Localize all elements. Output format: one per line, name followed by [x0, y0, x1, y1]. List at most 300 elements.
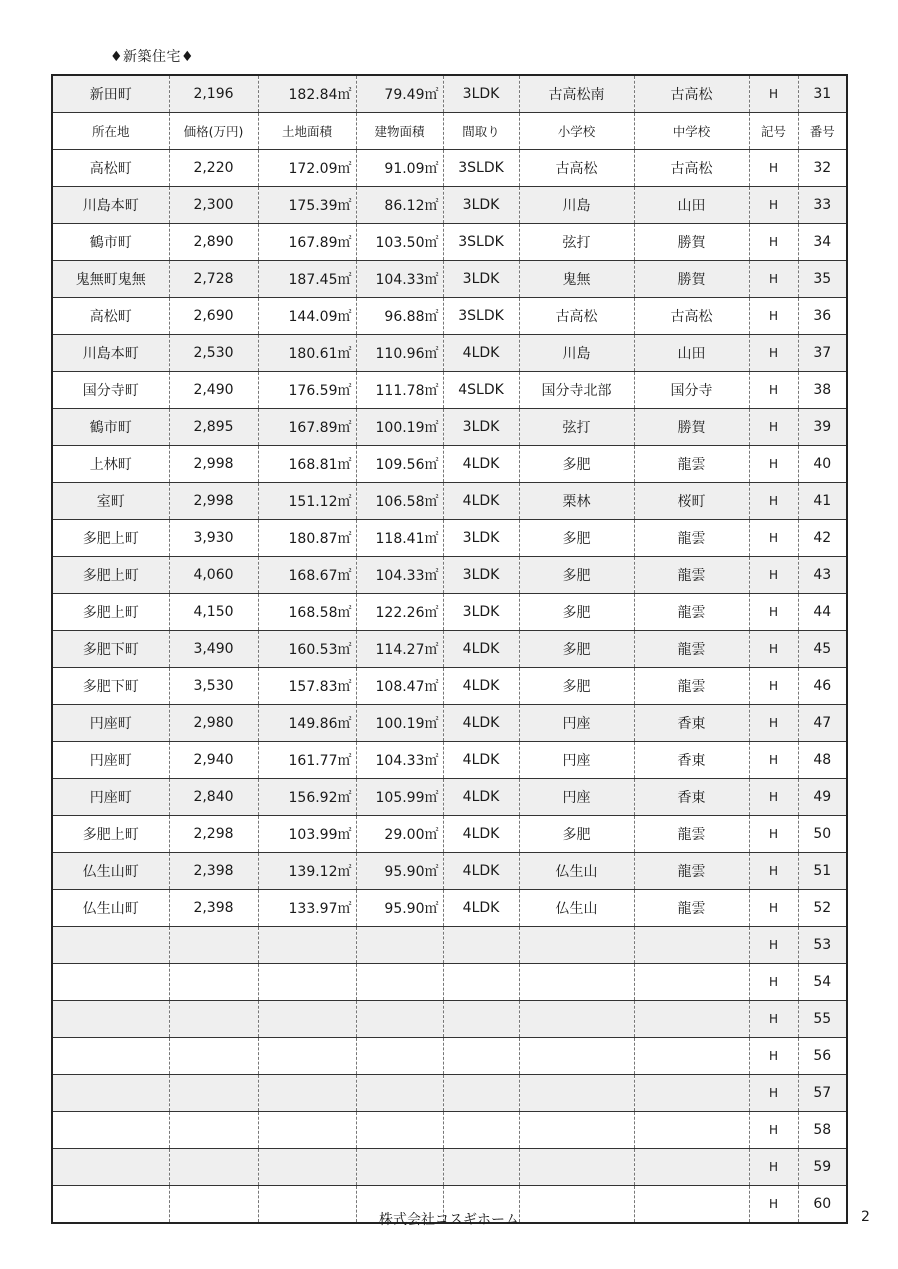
cell-code: H [749, 594, 798, 631]
cell-price: 2,840 [169, 779, 258, 816]
cell-code: H [749, 150, 798, 187]
cell-price [169, 1038, 258, 1075]
cell-layout: 4LDK [443, 335, 519, 372]
cell-elementary-school [519, 927, 634, 964]
cell-elementary-school: 国分寺北部 [519, 372, 634, 409]
cell-price: 2,998 [169, 483, 258, 520]
table-row [52, 1075, 847, 1112]
cell-code: H [749, 1112, 798, 1149]
cell-land-area: 133.97㎡ [258, 890, 356, 927]
cell-building-area [356, 1112, 443, 1149]
cell-location: 多肥上町 [52, 520, 169, 557]
cell-elementary-school [519, 1038, 634, 1075]
cell-number: 36 [798, 298, 847, 335]
cell-number: 48 [798, 742, 847, 779]
cell-code: H [749, 187, 798, 224]
cell-number: 51 [798, 853, 847, 890]
cell-price [169, 1075, 258, 1112]
cell-building-area: 118.41㎡ [356, 520, 443, 557]
cell-location [52, 927, 169, 964]
cell-junior-high-school [634, 964, 749, 1001]
cell-layout [443, 1149, 519, 1186]
cell-price: 2,298 [169, 816, 258, 853]
cell-elementary-school: 鬼無 [519, 261, 634, 298]
cell-price: 2,398 [169, 890, 258, 927]
cell-elementary-school [519, 1075, 634, 1112]
cell-land-area: 172.09㎡ [258, 150, 356, 187]
cell-layout: 3LDK [443, 409, 519, 446]
cell-land-area: 175.39㎡ [258, 187, 356, 224]
cell-elementary-school: 多肥 [519, 816, 634, 853]
cell-junior-high-school: 勝賀 [634, 224, 749, 261]
cell-location [52, 964, 169, 1001]
cell-price: 4,150 [169, 594, 258, 631]
cell-building-area [356, 1075, 443, 1112]
cell-price: 3,930 [169, 520, 258, 557]
cell-layout [443, 964, 519, 1001]
cell-elementary-school: 栗林 [519, 483, 634, 520]
cell-land-area: 149.86㎡ [258, 705, 356, 742]
table-row [52, 816, 847, 853]
cell-number: 49 [798, 779, 847, 816]
cell-code: H [749, 705, 798, 742]
cell-location: 上林町 [52, 446, 169, 483]
cell-code: H [749, 1001, 798, 1038]
cell-elementary-school [519, 1149, 634, 1186]
cell-building-area: 111.78㎡ [356, 372, 443, 409]
cell-elementary-school [519, 964, 634, 1001]
cell-land-area [258, 1149, 356, 1186]
cell-code: H [749, 483, 798, 520]
cell-land-area: 151.12㎡ [258, 483, 356, 520]
cell-land-area [258, 1075, 356, 1112]
header-number: 番号 [798, 113, 847, 150]
cell-location: 多肥上町 [52, 816, 169, 853]
cell-junior-high-school: 龍雲 [634, 520, 749, 557]
cell-location: 円座町 [52, 779, 169, 816]
cell-price: 4,060 [169, 557, 258, 594]
cell-land-area [258, 1038, 356, 1075]
cell-land-area: 180.87㎡ [258, 520, 356, 557]
cell-location [52, 1038, 169, 1075]
table-row [52, 705, 847, 742]
table-row [52, 668, 847, 705]
cell-layout: 3LDK [443, 594, 519, 631]
table-row [52, 890, 847, 927]
cell-location: 川島本町 [52, 187, 169, 224]
cell-junior-high-school: 桜町 [634, 483, 749, 520]
page-number: 2 [861, 1209, 870, 1225]
cell-price: 2,980 [169, 705, 258, 742]
cell-building-area: 103.50㎡ [356, 224, 443, 261]
cell-location: 高松町 [52, 150, 169, 187]
table-row [52, 409, 847, 446]
cell-location [52, 1075, 169, 1112]
cell-building-area: 108.47㎡ [356, 668, 443, 705]
cell-code: H [749, 631, 798, 668]
cell-junior-high-school: 香東 [634, 742, 749, 779]
table-row [52, 927, 847, 964]
cell-price: 2,690 [169, 298, 258, 335]
cell-elementary-school: 円座 [519, 705, 634, 742]
cell-location: 新田町 [52, 75, 169, 113]
cell-location: 鬼無町鬼無 [52, 261, 169, 298]
cell-junior-high-school: 香東 [634, 705, 749, 742]
cell-land-area [258, 1112, 356, 1149]
cell-code: H [749, 261, 798, 298]
cell-number: 59 [798, 1149, 847, 1186]
cell-junior-high-school [634, 1149, 749, 1186]
cell-code: H [749, 927, 798, 964]
cell-junior-high-school: 龍雲 [634, 594, 749, 631]
cell-price: 3,530 [169, 668, 258, 705]
table-row [52, 483, 847, 520]
cell-price: 2,490 [169, 372, 258, 409]
table-row [52, 520, 847, 557]
cell-building-area [356, 1038, 443, 1075]
cell-elementary-school: 古高松南 [519, 75, 634, 113]
cell-number: 32 [798, 150, 847, 187]
cell-land-area [258, 964, 356, 1001]
cell-junior-high-school: 山田 [634, 187, 749, 224]
cell-land-area: 168.81㎡ [258, 446, 356, 483]
cell-number: 47 [798, 705, 847, 742]
cell-elementary-school: 古高松 [519, 298, 634, 335]
cell-number: 50 [798, 816, 847, 853]
cell-number: 58 [798, 1112, 847, 1149]
cell-elementary-school [519, 1001, 634, 1038]
cell-building-area: 79.49㎡ [356, 75, 443, 113]
header-elementary-school: 小学校 [519, 113, 634, 150]
cell-elementary-school: 円座 [519, 742, 634, 779]
header-location: 所在地 [52, 113, 169, 150]
cell-price: 2,196 [169, 75, 258, 113]
cell-layout [443, 927, 519, 964]
cell-layout [443, 1001, 519, 1038]
cell-number: 44 [798, 594, 847, 631]
cell-code: H [749, 557, 798, 594]
cell-layout: 4LDK [443, 446, 519, 483]
cell-location: 多肥上町 [52, 557, 169, 594]
cell-layout: 4LDK [443, 705, 519, 742]
cell-price [169, 1112, 258, 1149]
cell-junior-high-school [634, 1038, 749, 1075]
cell-number: 38 [798, 372, 847, 409]
cell-junior-high-school: 龍雲 [634, 446, 749, 483]
cell-elementary-school: 仏生山 [519, 853, 634, 890]
cell-junior-high-school: 龍雲 [634, 668, 749, 705]
cell-price: 2,890 [169, 224, 258, 261]
cell-elementary-school: 多肥 [519, 668, 634, 705]
table-row [52, 372, 847, 409]
cell-code: H [749, 779, 798, 816]
cell-elementary-school: 川島 [519, 335, 634, 372]
cell-building-area: 104.33㎡ [356, 261, 443, 298]
cell-elementary-school: 弦打 [519, 409, 634, 446]
cell-number: 43 [798, 557, 847, 594]
cell-land-area [258, 1001, 356, 1038]
cell-number: 60 [798, 1186, 847, 1224]
cell-code: H [749, 224, 798, 261]
cell-land-area: 156.92㎡ [258, 779, 356, 816]
table-row [52, 742, 847, 779]
cell-code: H [749, 372, 798, 409]
cell-location: 仏生山町 [52, 853, 169, 890]
table-row [52, 594, 847, 631]
table-row [52, 557, 847, 594]
cell-number: 37 [798, 335, 847, 372]
property-table [51, 74, 848, 1224]
cell-junior-high-school [634, 1075, 749, 1112]
cell-junior-high-school: 香東 [634, 779, 749, 816]
cell-land-area: 157.83㎡ [258, 668, 356, 705]
cell-number: 34 [798, 224, 847, 261]
cell-land-area: 167.89㎡ [258, 409, 356, 446]
cell-building-area: 95.90㎡ [356, 890, 443, 927]
cell-land-area: 168.67㎡ [258, 557, 356, 594]
cell-land-area: 103.99㎡ [258, 816, 356, 853]
cell-price: 2,998 [169, 446, 258, 483]
table-row [52, 446, 847, 483]
cell-land-area: 167.89㎡ [258, 224, 356, 261]
cell-building-area: 104.33㎡ [356, 557, 443, 594]
cell-price [169, 964, 258, 1001]
cell-number: 55 [798, 1001, 847, 1038]
cell-land-area: 168.58㎡ [258, 594, 356, 631]
cell-building-area: 106.58㎡ [356, 483, 443, 520]
cell-number: 41 [798, 483, 847, 520]
cell-junior-high-school: 龍雲 [634, 631, 749, 668]
table-row [52, 1112, 847, 1149]
cell-land-area: 161.77㎡ [258, 742, 356, 779]
cell-price: 3,490 [169, 631, 258, 668]
cell-location: 多肥下町 [52, 631, 169, 668]
cell-code: H [749, 1186, 798, 1224]
cell-building-area: 104.33㎡ [356, 742, 443, 779]
table-row [52, 964, 847, 1001]
cell-price [169, 927, 258, 964]
cell-land-area [258, 927, 356, 964]
cell-elementary-school: 弦打 [519, 224, 634, 261]
cell-code: H [749, 668, 798, 705]
cell-elementary-school [519, 1112, 634, 1149]
cell-junior-high-school: 龍雲 [634, 853, 749, 890]
cell-building-area: 96.88㎡ [356, 298, 443, 335]
cell-building-area: 110.96㎡ [356, 335, 443, 372]
cell-code: H [749, 335, 798, 372]
cell-number: 57 [798, 1075, 847, 1112]
cell-code: H [749, 890, 798, 927]
cell-location: 円座町 [52, 705, 169, 742]
table-row [52, 1001, 847, 1038]
cell-code: H [749, 75, 798, 113]
cell-price: 2,300 [169, 187, 258, 224]
cell-junior-high-school: 勝賀 [634, 261, 749, 298]
cell-building-area: 122.26㎡ [356, 594, 443, 631]
cell-location: 国分寺町 [52, 372, 169, 409]
cell-layout: 3LDK [443, 75, 519, 113]
table-header-row [52, 113, 847, 150]
cell-land-area: 182.84㎡ [258, 75, 356, 113]
cell-layout: 3SLDK [443, 298, 519, 335]
cell-price: 2,398 [169, 853, 258, 890]
cell-junior-high-school: 山田 [634, 335, 749, 372]
cell-layout [443, 1075, 519, 1112]
cell-elementary-school: 多肥 [519, 594, 634, 631]
cell-number: 42 [798, 520, 847, 557]
cell-building-area: 91.09㎡ [356, 150, 443, 187]
cell-price [169, 1149, 258, 1186]
cell-code: H [749, 742, 798, 779]
cell-location: 仏生山町 [52, 890, 169, 927]
cell-location: 鶴市町 [52, 224, 169, 261]
header-code: 記号 [749, 113, 798, 150]
cell-land-area: 139.12㎡ [258, 853, 356, 890]
cell-land-area: 187.45㎡ [258, 261, 356, 298]
table-row [52, 1038, 847, 1075]
cell-price: 2,895 [169, 409, 258, 446]
section-heading: ♦新築住宅♦ [110, 49, 195, 65]
cell-layout: 4LDK [443, 668, 519, 705]
cell-location: 川島本町 [52, 335, 169, 372]
cell-junior-high-school: 国分寺 [634, 372, 749, 409]
table-row [52, 1149, 847, 1186]
cell-building-area: 105.99㎡ [356, 779, 443, 816]
table-row [52, 224, 847, 261]
cell-layout [443, 1038, 519, 1075]
cell-layout: 3LDK [443, 557, 519, 594]
cell-elementary-school: 円座 [519, 779, 634, 816]
cell-elementary-school: 多肥 [519, 557, 634, 594]
cell-layout: 4LDK [443, 742, 519, 779]
cell-elementary-school: 多肥 [519, 520, 634, 557]
cell-junior-high-school: 龍雲 [634, 890, 749, 927]
cell-building-area: 95.90㎡ [356, 853, 443, 890]
cell-price: 2,940 [169, 742, 258, 779]
cell-number: 54 [798, 964, 847, 1001]
table-row [52, 779, 847, 816]
cell-land-area: 160.53㎡ [258, 631, 356, 668]
cell-code: H [749, 816, 798, 853]
cell-number: 46 [798, 668, 847, 705]
cell-elementary-school: 仏生山 [519, 890, 634, 927]
cell-junior-high-school [634, 1112, 749, 1149]
cell-building-area: 86.12㎡ [356, 187, 443, 224]
cell-building-area [356, 964, 443, 1001]
cell-building-area: 100.19㎡ [356, 409, 443, 446]
cell-price [169, 1001, 258, 1038]
header-layout: 間取り [443, 113, 519, 150]
table-row [52, 335, 847, 372]
cell-junior-high-school: 古高松 [634, 298, 749, 335]
cell-number: 45 [798, 631, 847, 668]
cell-building-area [356, 1149, 443, 1186]
cell-code: H [749, 964, 798, 1001]
cell-price: 2,220 [169, 150, 258, 187]
cell-layout: 4LDK [443, 853, 519, 890]
cell-code: H [749, 853, 798, 890]
cell-layout: 3SLDK [443, 150, 519, 187]
cell-junior-high-school: 古高松 [634, 75, 749, 113]
cell-price: 2,728 [169, 261, 258, 298]
cell-junior-high-school [634, 1001, 749, 1038]
header-junior-high-school: 中学校 [634, 113, 749, 150]
cell-number: 53 [798, 927, 847, 964]
header-land-area: 土地面積 [258, 113, 356, 150]
cell-land-area: 176.59㎡ [258, 372, 356, 409]
cell-building-area: 109.56㎡ [356, 446, 443, 483]
cell-building-area: 114.27㎡ [356, 631, 443, 668]
table-row [52, 150, 847, 187]
table-row-first [52, 75, 847, 113]
cell-elementary-school: 多肥 [519, 446, 634, 483]
cell-junior-high-school: 龍雲 [634, 816, 749, 853]
cell-number: 35 [798, 261, 847, 298]
cell-code: H [749, 520, 798, 557]
cell-location: 室町 [52, 483, 169, 520]
cell-elementary-school: 多肥 [519, 631, 634, 668]
cell-location: 鶴市町 [52, 409, 169, 446]
table-row [52, 298, 847, 335]
cell-layout: 3SLDK [443, 224, 519, 261]
cell-code: H [749, 1038, 798, 1075]
cell-location: 円座町 [52, 742, 169, 779]
cell-elementary-school: 古高松 [519, 150, 634, 187]
cell-code: H [749, 1075, 798, 1112]
cell-code: H [749, 298, 798, 335]
cell-price: 2,530 [169, 335, 258, 372]
company-footer: 株式会社コスギホーム [379, 1212, 519, 1228]
cell-layout: 4SLDK [443, 372, 519, 409]
cell-land-area: 180.61㎡ [258, 335, 356, 372]
cell-building-area: 29.00㎡ [356, 816, 443, 853]
header-building-area: 建物面積 [356, 113, 443, 150]
cell-layout [443, 1112, 519, 1149]
cell-number: 56 [798, 1038, 847, 1075]
cell-number: 33 [798, 187, 847, 224]
table-row [52, 853, 847, 890]
cell-location: 多肥下町 [52, 668, 169, 705]
cell-junior-high-school [634, 927, 749, 964]
cell-location: 高松町 [52, 298, 169, 335]
cell-layout: 3LDK [443, 520, 519, 557]
cell-layout: 3LDK [443, 261, 519, 298]
cell-layout: 4LDK [443, 483, 519, 520]
cell-number: 52 [798, 890, 847, 927]
cell-junior-high-school: 古高松 [634, 150, 749, 187]
cell-number: 31 [798, 75, 847, 113]
cell-junior-high-school: 勝賀 [634, 409, 749, 446]
cell-number: 39 [798, 409, 847, 446]
cell-location [52, 1112, 169, 1149]
cell-layout: 4LDK [443, 890, 519, 927]
cell-code: H [749, 409, 798, 446]
cell-layout: 3LDK [443, 187, 519, 224]
cell-building-area: 100.19㎡ [356, 705, 443, 742]
table-row [52, 187, 847, 224]
table-row [52, 261, 847, 298]
cell-location [52, 1149, 169, 1186]
table-row [52, 631, 847, 668]
header-price: 価格(万円) [169, 113, 258, 150]
cell-layout: 4LDK [443, 779, 519, 816]
cell-layout: 4LDK [443, 631, 519, 668]
cell-location: 多肥上町 [52, 594, 169, 631]
cell-junior-high-school: 龍雲 [634, 557, 749, 594]
cell-building-area [356, 927, 443, 964]
cell-code: H [749, 1149, 798, 1186]
cell-number: 40 [798, 446, 847, 483]
